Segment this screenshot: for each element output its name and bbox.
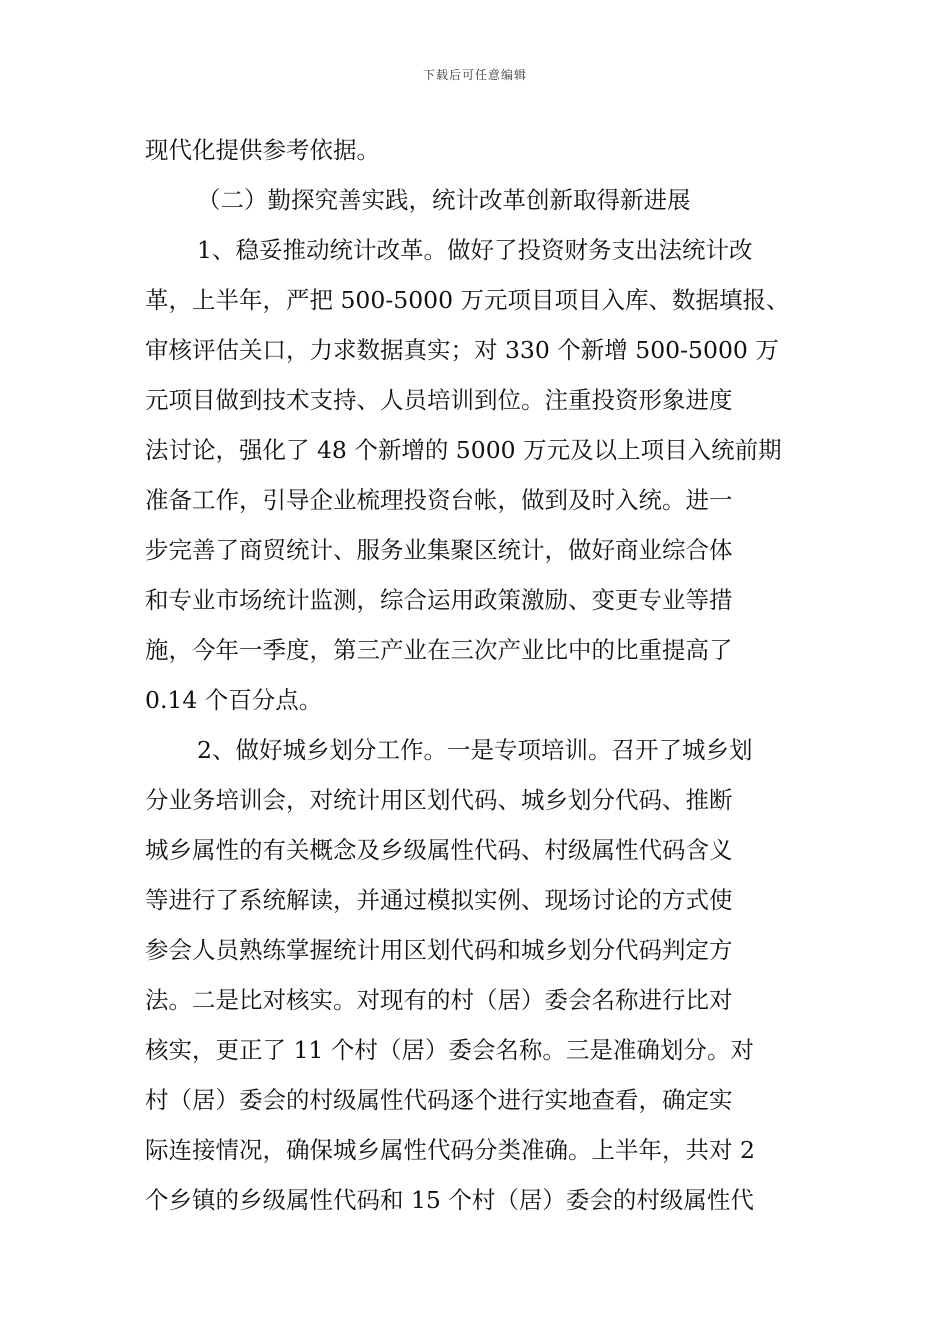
- text-line: 和专业市场统计监测，综合运用政策激励、变更专业等措: [145, 586, 733, 614]
- text-line: 参会人员熟练掌握统计用区划代码和城乡划分代码判定方: [145, 936, 733, 964]
- text-line: 法。二是比对核实。对现有的村（居）委会名称进行比对: [145, 986, 733, 1014]
- text-line: 元项目做到技术支持、人员培训到位。注重投资形象进度: [145, 386, 733, 414]
- text-line: 施，今年一季度，第三产业在三次产业比中的比重提高了: [145, 636, 733, 664]
- paragraph-start: 1、稳妥推动统计改革。做好了投资财务支出法统计改: [197, 236, 753, 264]
- text-line: 0.14 个百分点。: [145, 686, 323, 714]
- text-line: 核实，更正了 11 个村（居）委会名称。三是准确划分。对: [145, 1036, 754, 1064]
- text-line: 城乡属性的有关概念及乡级属性代码、村级属性代码含义: [145, 836, 733, 864]
- text-line: 审核评估关口，力求数据真实；对 330 个新增 500-5000 万: [145, 336, 779, 364]
- text-line: 革，上半年，严把 500-5000 万元项目项目入库、数据填报、: [145, 286, 790, 314]
- text-line: 法讨论，强化了 48 个新增的 5000 万元及以上项目入统前期: [145, 436, 782, 464]
- text-line: 村（居）委会的村级属性代码逐个进行实地查看，确定实: [145, 1086, 733, 1114]
- text-line: 个乡镇的乡级属性代码和 15 个村（居）委会的村级属性代: [145, 1186, 754, 1214]
- text-line: 等进行了系统解读，并通过模拟实例、现场讨论的方式使: [145, 886, 733, 914]
- document-body: [145, 125, 835, 1225]
- text-line: 准备工作，引导企业梳理投资台帐，做到及时入统。进一: [145, 486, 733, 514]
- page-header: 下载后可任意编辑: [422, 68, 527, 82]
- text-line: 现代化提供参考依据。: [145, 136, 380, 164]
- section-heading: （二）勤探究善实践，统计改革创新取得新进展: [197, 186, 691, 214]
- text-line: 际连接情况，确保城乡属性代码分类准确。上半年，共对 2: [145, 1136, 755, 1164]
- paragraph-start: 2、做好城乡划分工作。一是专项培训。召开了城乡划: [197, 736, 753, 764]
- text-line: 分业务培训会，对统计用区划代码、城乡划分代码、推断: [145, 786, 733, 814]
- text-line: 步完善了商贸统计、服务业集聚区统计，做好商业综合体: [145, 536, 733, 564]
